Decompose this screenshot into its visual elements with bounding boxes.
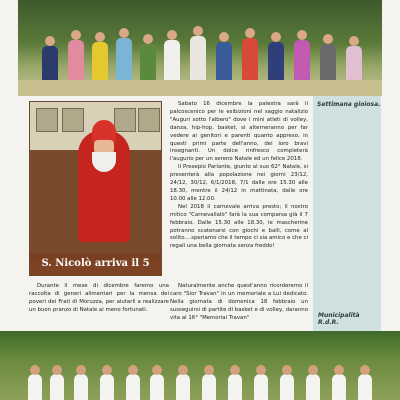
article-paragraph-1: Sabato 16 dicembre la palestra sarà il palcoscenico per le esibizioni nel saggio natalizio "Auguri sotto l'albero" dove i mini atleti di volley, danza, hip-hop, basket, si alterneranno per far vedere ai genitori e parenti quanto appreso, in questi primi parte dell'anno, dei loro bravi insegnanti. Un dolce rinfresco completerà l'augurio per un sereno Natale ed un felice 2018. (170, 101, 308, 163)
article-text (170, 101, 308, 251)
article-paragraph-2: Il Presepio Parlante, giunto al suo 62° Natale, si presenterà alla popolazione nei giorni 23/12, 24/12, 30/12, 6/1/2018, 7/1 dalle ore 15.30 alle 18.30, mentre il 24/12 in mattinata, dalle ore 10.00 alle 12.00. (170, 164, 308, 202)
article-paragraph-3: Nel 2018 il carnevale arriva presto; il nostro mitico "Carnevallalò" farà la sua comparsa già il 7 febbraio. Dalle 15.30 alle 18.30, le mascherine potranno scatenarsi con giochi e balli, come al solito....speriamo che il tempo ci sia amico e che ci regali una bella giornata senza freddo! (170, 203, 308, 250)
group-photo (0, 331, 400, 400)
sidebar-box (313, 96, 381, 331)
sidebar-footer: Municipalità R.d.R. (318, 312, 360, 326)
memorial-text: Naturalmente anche quest'anno ricorderemo il caro "Sior Travan" in un memoriale a Lui dedicato. Nella giornata di domenica 18 febbraio un susseguirsi di partite di basket e di volley, daranno vita al 16° "Memorial Travan" (170, 283, 308, 321)
food-collection-text: Durante il mese di dicembre faremo una raccolta di generi alimentari per la mensa dei poveri dei Frati di Moruzza, per aiutarli a realizzare un buon pranzo di Natale ai meno fortunati. (29, 283, 169, 313)
saint-caption: S. Nicolò arriva il 5 (30, 253, 161, 275)
saint-nicholas-photo (29, 101, 162, 276)
sidebar-title: Settimana gioiosa. (317, 101, 381, 108)
top-photo (18, 0, 382, 96)
